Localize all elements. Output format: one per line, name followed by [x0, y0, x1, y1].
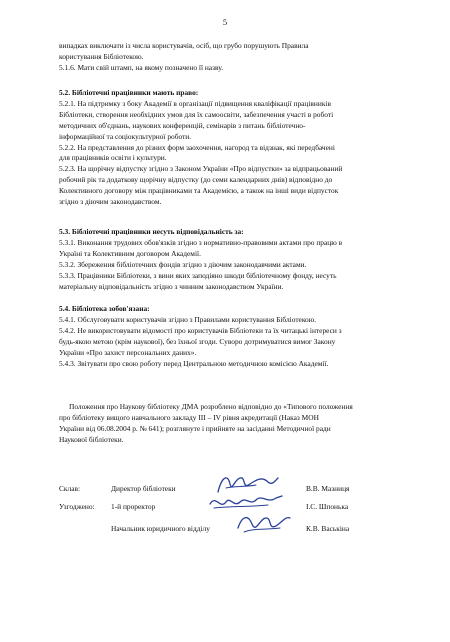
section-5-2 — [59, 88, 394, 208]
text-line: 5.4.3. Звітувати про свою роботу перед Центральною методичною комісією Академії. — [59, 358, 329, 368]
text-line: 5.2.2. На представлення до різних форм заохочення, нагород та відзнак, які передбачені — [59, 142, 335, 152]
text-line: Колективного договору між працівниками та Академією, а також на інші види відпусток — [59, 186, 339, 196]
compiled-name: В.В. Мазниця — [306, 484, 350, 493]
text-line: випадках виключати із числа користувачів, осіб, що грубо порушують Правила — [59, 41, 309, 50]
text-line: України «Про захист персональних даних». — [59, 347, 197, 357]
agreed-position: 1-й проректор — [111, 502, 156, 511]
text-line: 5.3.3. Працівники Бібліотеки, з вини яких заподіяно шкоди бібліотечному фонду, несуть — [59, 270, 337, 280]
text-line: 5.4.1. Обслуговувати користувачів згідно з Правилами користування Бібліотекою. — [59, 314, 317, 324]
closing-paragraph — [59, 402, 394, 446]
text-line: Україні та Колективним договором Академії. — [59, 248, 201, 258]
text-line: про бібліотеку вищого навчального закладу III – IV рівня акредитації (Наказ МОН — [59, 412, 319, 422]
section-5-3 — [59, 227, 394, 292]
text-line: користування Бібліотекою. — [59, 51, 144, 61]
text-line: 5.3.1. Виконання трудових обов'язків згідно з нормативно-правовими актами про працю в — [59, 237, 343, 247]
page-number: 5 — [222, 17, 228, 27]
agreed-label: Узгоджено: — [59, 502, 95, 511]
text-line: Бібліотеки, створення необхідних умов для їх самоосвіти, забезпечення участі в роботі — [59, 109, 334, 119]
legal-position: Начальник юридичного відділу — [111, 524, 210, 533]
text-line: 5.4.2. Не використовувати відомості про користувачів Бібліотеки та їх читацькі інтереси з — [59, 325, 342, 335]
text-line: Наукової бібліотеки. — [59, 434, 124, 444]
text-line: Положення про Наукову бібліотеку ДМА розроблено відповідно до «Типового положення — [69, 402, 353, 411]
text-line: інформаційної та соціокультурної роботи. — [59, 131, 192, 141]
text-line: згідно з діючим законодавством. — [59, 197, 162, 207]
text-line: методичних об'єднань, наукових конференцій, семінарів з питань бібліотечно- — [59, 120, 306, 130]
text-line: 5.2.1. На підтримку з боку Академії в організації підвищення кваліфікації працівників — [59, 98, 331, 108]
compiled-position: Директор бібліотеки — [111, 484, 176, 493]
text-line: для працівників освіти і культури. — [59, 153, 167, 163]
text-line: матеріальну відповідальність згідно з чинним законодавством України. — [59, 281, 284, 291]
signature-legal-head — [234, 508, 294, 538]
text-line: 5.1.6. Мати свій штамп, на якому позначено її назву. — [59, 62, 224, 72]
text-line: будь-якою метою (крім наукової), без їхньої згоди. Суворо дотримуватися вимог Закону — [59, 336, 336, 346]
top-paragraph — [59, 41, 394, 74]
text-line: України від 06.08.2004 р. № 641); розглянуте і прийняте на засіданні Методичної ради — [59, 423, 331, 433]
section-5-4 — [59, 304, 394, 369]
text-line: робочий рік та додаткову щорічну відпустку (до семи календарних днів) відповідно до — [59, 175, 333, 185]
agreed-name: І.С. Шпонька — [306, 502, 349, 511]
section-heading: 5.4. Бібліотека зобов'язана: — [59, 304, 150, 313]
compiled-label: Склав: — [59, 484, 81, 493]
text-line: 5.3.2. Збереження бібліотечних фондів згідно з діючим законодавчими актами. — [59, 259, 307, 269]
section-heading: 5.2. Бібліотечні працівники мають право: — [59, 88, 199, 97]
text-line: 5.2.3. На щорічну відпустку згідно з Законом України «Про відпустки» за відпрацьований — [59, 164, 343, 174]
legal-name: К.В. Васькіна — [306, 524, 350, 533]
section-heading: 5.3. Бібліотечні працівники несуть відповідальність за: — [59, 227, 244, 236]
